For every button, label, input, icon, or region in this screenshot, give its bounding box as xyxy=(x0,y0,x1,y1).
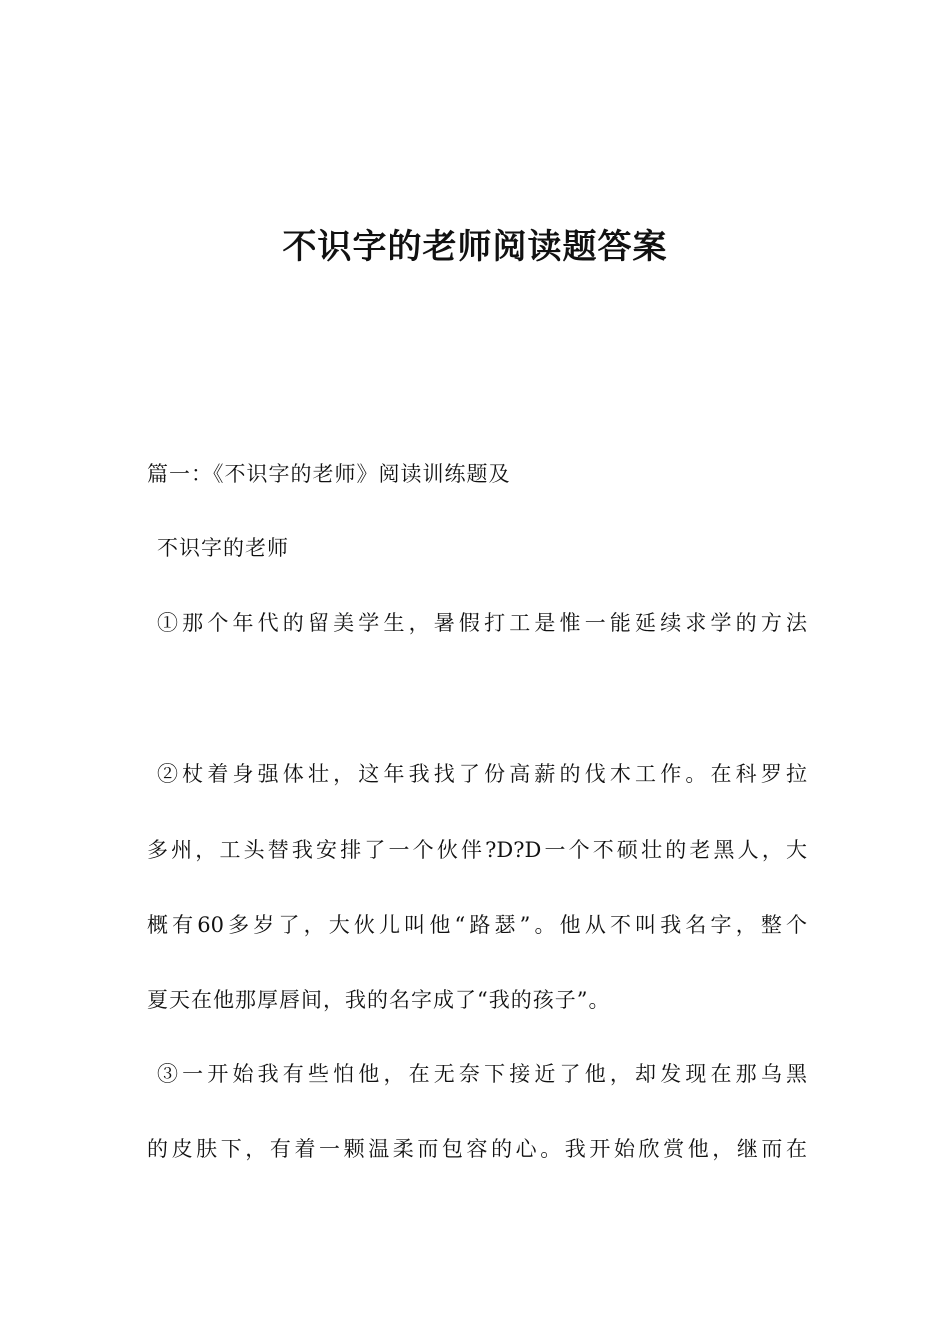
paragraph-3-line-1: ③一开始我有些怕他，在无奈下接近了他，却发现在那乌黑 xyxy=(157,1062,807,1086)
paragraph-3-line-2: 的皮肤下，有着一颗温柔而包容的心。我开始欣赏他，继而在 xyxy=(147,1137,807,1161)
paragraph-2-line-2: 多州，工头替我安排了一个伙伴?D?D一个不硕壮的老黑人，大 xyxy=(147,838,807,862)
document-title: 不识字的老师阅读题答案 xyxy=(282,227,668,267)
paragraph-2-line-1: ②杖着身强体壮，这年我找了份高薪的伐木工作。在科罗拉 xyxy=(157,762,807,786)
section-heading: 篇一：《不识字的老师》阅读训练题及 xyxy=(147,462,511,486)
paragraph-1-line-1: ①那个年代的留美学生，暑假打工是惟一能延续求学的方法 xyxy=(157,611,807,635)
article-title: 不识字的老师 xyxy=(157,536,289,560)
paragraph-2-line-4: 夏天在他那厚唇间，我的名字成了“我的孩子”。 xyxy=(147,988,611,1012)
paragraph-2-line-3: 概有60多岁了，大伙儿叫他“路瑟”。他从不叫我名字，整个 xyxy=(147,913,807,937)
